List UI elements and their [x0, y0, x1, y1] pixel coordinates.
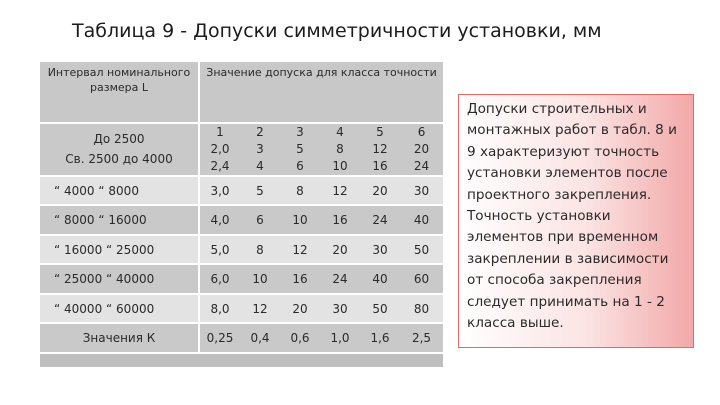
value-cell: 80 — [400, 295, 443, 324]
value-cell: 6,0 — [200, 265, 240, 295]
value-cell: 30 — [320, 295, 360, 324]
k-value: 0,4 — [240, 324, 280, 354]
k-value: 2,5 — [400, 324, 443, 354]
value-cell: 8,0 — [200, 295, 240, 324]
value-cell: 2,4 — [210, 159, 230, 173]
value-cell: 5 — [240, 177, 280, 206]
value-cell: 16 — [280, 265, 320, 295]
value-cell: 20 — [320, 236, 360, 265]
value-cell: 8 — [280, 177, 320, 206]
value-cell: 16 — [372, 159, 388, 173]
page-title: Таблица 9 - Допуски симметричности установки, мм — [72, 20, 602, 42]
k-label: Значения К — [40, 324, 200, 354]
value-cell: 16 — [320, 206, 360, 236]
value-cell: 30 — [360, 236, 400, 265]
value-cell: 3,0 — [200, 177, 240, 206]
k-value: 1,0 — [320, 324, 360, 354]
value-cell: 6 — [240, 206, 280, 236]
value-cell: 8 — [336, 142, 344, 156]
interval-cell: “ 8000 “ 16000 — [40, 206, 200, 236]
value-cell: 20 — [360, 177, 400, 206]
header-interval: Интервал номинального размера L — [40, 62, 200, 124]
note-box: Допуски строительных и монтажных работ в табл. 8 и 9 характеризуют точность установки элементов после проектного закрепления. Точность установки элементов при временном закреплении в зависимости от способа закрепления следует принимать на 1 - 2 класса выше. — [458, 94, 694, 348]
value-cell: 12 — [240, 295, 280, 324]
class-header: 3 — [296, 125, 304, 139]
interval-cell: До 2500 — [93, 132, 145, 146]
value-cell: 12 — [320, 177, 360, 206]
tolerance-table — [40, 62, 443, 367]
value-cell: 5 — [296, 142, 304, 156]
interval-cell-group — [40, 124, 200, 177]
k-value: 0,25 — [200, 324, 240, 354]
value-cell: 20 — [280, 295, 320, 324]
value-cell: 40 — [400, 206, 443, 236]
interval-cell: “ 4000 “ 8000 — [40, 177, 200, 206]
value-cell: 50 — [360, 295, 400, 324]
value-cell: 10 — [280, 206, 320, 236]
class-header: 2 — [256, 125, 264, 139]
value-cell: 10 — [332, 159, 348, 173]
class-header: 1 — [216, 125, 224, 139]
class-header: 4 — [336, 125, 344, 139]
value-cell: 3 — [256, 142, 264, 156]
k-value: 1,6 — [360, 324, 400, 354]
value-cell: 8 — [240, 236, 280, 265]
value-cell: 24 — [320, 265, 360, 295]
value-cell: 12 — [372, 142, 388, 156]
interval-cell: “ 40000 “ 60000 — [40, 295, 200, 324]
class-value-group — [280, 124, 320, 177]
class-value-group — [320, 124, 360, 177]
value-cell: 6 — [296, 159, 304, 173]
class-value-group — [200, 124, 240, 177]
class-value-group — [400, 124, 443, 177]
value-cell: 60 — [400, 265, 443, 295]
value-cell: 24 — [360, 206, 400, 236]
class-header: 6 — [417, 125, 426, 139]
value-cell: 2,0 — [210, 142, 230, 156]
k-value: 0,6 — [280, 324, 320, 354]
interval-cell: “ 16000 “ 25000 — [40, 236, 200, 265]
value-cell: 50 — [400, 236, 443, 265]
value-cell: 5,0 — [200, 236, 240, 265]
value-cell: 10 — [240, 265, 280, 295]
interval-cell: “ 25000 “ 40000 — [40, 265, 200, 295]
value-cell: 12 — [280, 236, 320, 265]
value-cell: 4 — [256, 159, 264, 173]
class-header: 5 — [376, 125, 384, 139]
class-value-group — [240, 124, 280, 177]
value-cell: 20 — [413, 142, 430, 156]
value-cell: 30 — [400, 177, 443, 206]
header-value: Значение допуска для класса точности — [200, 62, 443, 124]
value-cell: 24 — [413, 159, 430, 173]
class-value-group — [360, 124, 400, 177]
value-cell: 4,0 — [200, 206, 240, 236]
interval-cell: Св. 2500 до 4000 — [65, 152, 173, 166]
value-cell: 40 — [360, 265, 400, 295]
